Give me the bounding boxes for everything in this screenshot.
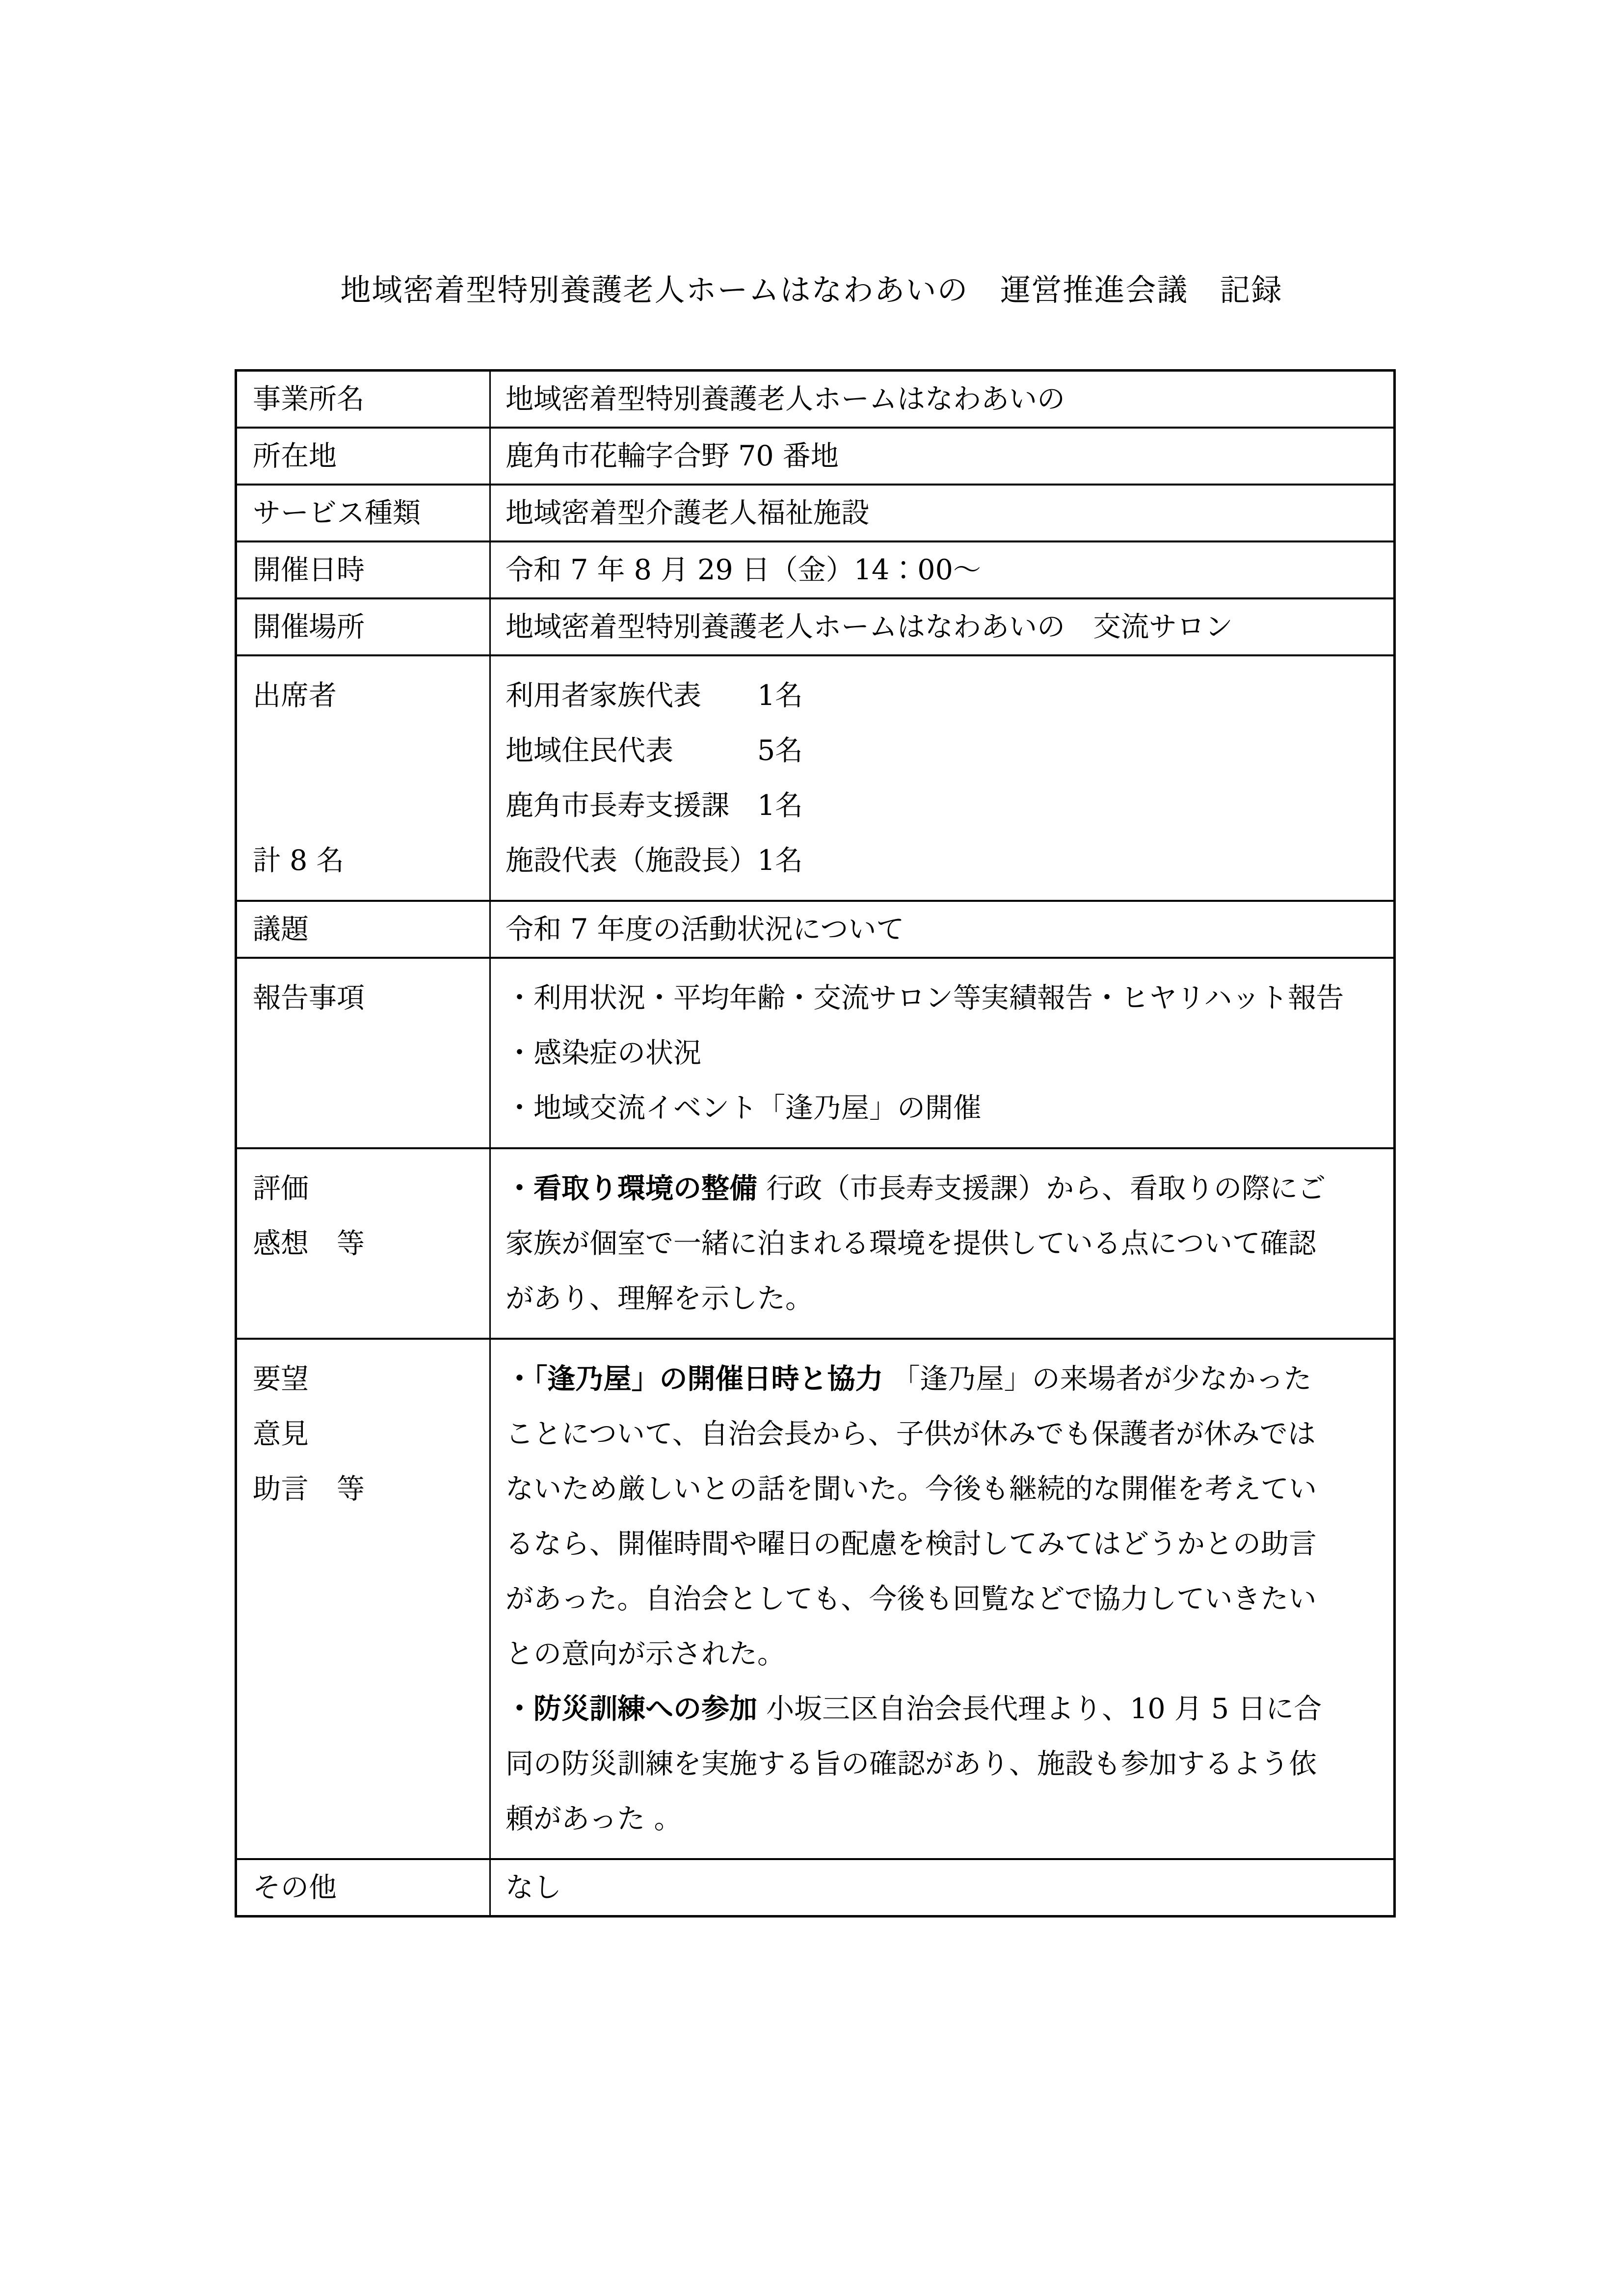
bold-text-segment: ・防災訓練への参加 — [506, 1692, 757, 1725]
row-label-line: 助言 等 — [253, 1473, 365, 1505]
table-row-report-items — [237, 957, 1393, 1147]
row-label-cell — [237, 542, 491, 597]
text-segment: 地域密着型介護老人福祉施設 — [506, 497, 869, 529]
text-segment: るなら、開催時間や曜日の配慮を検討してみてはどうかとの助言 — [506, 1528, 1317, 1560]
row-content-line — [506, 1080, 1380, 1135]
table-row-office-name — [237, 372, 1393, 427]
row-content-line — [506, 495, 869, 531]
table-row-requests-opinions-advice — [237, 1338, 1393, 1858]
table-row-agenda — [237, 900, 1393, 957]
text-segment: 同の防災訓練を実施する旨の確認があり、施設も参加するよう依 — [506, 1748, 1317, 1780]
row-content-line — [506, 971, 1380, 1026]
row-label-cell — [237, 429, 491, 484]
text-segment: 地域住民代表 5名 — [506, 734, 803, 767]
row-label-line: 報告事項 — [253, 982, 365, 1014]
text-segment: があり、理解を示した。 — [506, 1282, 813, 1315]
table-row-venue — [237, 597, 1393, 654]
row-content-line — [506, 833, 1380, 888]
row-label-line: 開催日時 — [253, 554, 365, 586]
row-content-line — [506, 1516, 1380, 1571]
row-label-line: 感想 等 — [253, 1227, 365, 1260]
row-content-line — [506, 1791, 1380, 1846]
row-content-line — [506, 438, 839, 474]
text-segment: ・地域交流イベント「逢乃屋」の開催 — [506, 1092, 981, 1124]
row-content-line — [506, 1461, 1380, 1516]
row-label-line: 事業所名 — [253, 383, 365, 415]
text-segment: 頼があった 。 — [506, 1803, 682, 1835]
row-content-cell — [491, 599, 1393, 654]
row-content-cell — [491, 902, 1393, 957]
row-label-line: 議題 — [253, 913, 309, 945]
text-segment: 令和 7 年 8 月 29 日（金）14：00～ — [506, 554, 981, 586]
row-label-cell — [237, 1340, 491, 1858]
document-title: 地域密着型特別養護老人ホームはなわあいの 運営推進会議 記録 — [340, 272, 1283, 308]
text-segment: 施設代表（施設長）1名 — [506, 844, 803, 877]
row-label-line: 評価 — [253, 1172, 309, 1205]
row-content-line — [506, 1271, 1380, 1326]
text-segment: 令和 7 年度の活動状況について — [506, 913, 905, 945]
record-table — [235, 369, 1396, 1918]
bold-text-segment: ・看取り環境の整備 — [506, 1172, 757, 1205]
row-label-line — [253, 778, 483, 833]
row-content-line — [506, 1406, 1380, 1461]
row-label-cell — [237, 599, 491, 654]
row-content-line — [506, 1571, 1380, 1626]
row-label-line: 所在地 — [253, 440, 337, 472]
text-segment: ・利用状況・平均年齢・交流サロン等実績報告・ヒヤリハット報告 — [506, 982, 1344, 1014]
text-segment: との意向が示された。 — [506, 1638, 785, 1670]
row-content-cell — [491, 656, 1393, 900]
row-content-line — [506, 381, 1065, 417]
text-segment: 鹿角市花輪字合野 70 番地 — [506, 440, 839, 472]
row-label-line: 計 8 名 — [253, 844, 345, 877]
row-label-line: サービス種類 — [253, 497, 421, 529]
row-label-cell — [237, 656, 491, 900]
row-label-line: 開催場所 — [253, 611, 365, 643]
row-label-line: 要望 — [253, 1363, 309, 1395]
row-label-line: 出席者 — [253, 679, 337, 712]
text-segment: 地域密着型特別養護老人ホームはなわあいの — [506, 383, 1065, 415]
text-segment: ことについて、自治会長から、子供が休みでも保護者が休みでは — [506, 1418, 1316, 1450]
row-label-cell — [237, 486, 491, 540]
row-content-line — [506, 1351, 1380, 1406]
text-segment: ・感染症の状況 — [506, 1037, 701, 1069]
row-content-line — [506, 668, 1380, 723]
row-content-cell — [491, 372, 1393, 427]
bold-text-segment: ・「逢乃屋」の開催日時と協力 — [506, 1362, 883, 1395]
table-row-attendees — [237, 654, 1393, 900]
row-content-cell — [491, 1340, 1393, 1858]
row-content-line — [506, 1216, 1380, 1271]
text-segment: 鹿角市長寿支援課 1名 — [506, 789, 803, 822]
row-label-line: その他 — [253, 1871, 337, 1904]
row-content-cell — [491, 486, 1393, 540]
row-content-line — [506, 1869, 561, 1906]
table-row-date-time — [237, 540, 1393, 597]
row-content-cell — [491, 1149, 1393, 1338]
row-content-line — [506, 778, 1380, 833]
table-row-evaluation-impressions — [237, 1147, 1393, 1338]
text-segment: 家族が個室で一緒に泊まれる環境を提供している点について確認 — [506, 1227, 1316, 1260]
row-content-line — [506, 552, 981, 588]
row-content-line — [506, 1681, 1380, 1736]
row-content-line — [506, 1736, 1380, 1791]
row-content-line — [506, 911, 904, 947]
row-label-cell — [237, 1860, 491, 1915]
row-content-line — [506, 1161, 1380, 1216]
row-content-cell — [491, 542, 1393, 597]
row-label-cell — [237, 902, 491, 957]
row-content-line — [506, 609, 1233, 645]
row-label-line: 意見 — [253, 1418, 309, 1450]
row-content-cell — [491, 959, 1393, 1147]
row-label-line — [253, 723, 483, 778]
row-content-line — [506, 723, 1380, 778]
text-segment: 「逢乃屋」の来場者が少なかった — [883, 1363, 1312, 1395]
text-segment: 地域密着型特別養護老人ホームはなわあいの 交流サロン — [506, 611, 1233, 643]
row-label-cell — [237, 1149, 491, 1338]
text-segment: 利用者家族代表 1名 — [506, 679, 803, 712]
row-content-line — [506, 1626, 1380, 1681]
row-content-line — [506, 1026, 1380, 1080]
table-row-address — [237, 427, 1393, 484]
table-row-other — [237, 1858, 1393, 1915]
text-segment: があった。自治会としても、今後も回覧などで協力していきたい — [506, 1583, 1317, 1615]
row-label-cell — [237, 372, 491, 427]
text-segment: ないため厳しいとの話を聞いた。今後も継続的な開催を考えてい — [506, 1473, 1317, 1505]
row-content-cell — [491, 429, 1393, 484]
text-segment: 小坂三区自治会長代理より、10 月 5 日に合 — [757, 1693, 1322, 1725]
text-segment: なし — [506, 1871, 561, 1904]
row-label-cell — [237, 959, 491, 1147]
table-row-service-type — [237, 484, 1393, 540]
row-content-cell — [491, 1860, 1393, 1915]
text-segment: 行政（市長寿支援課）から、看取りの際にご — [757, 1172, 1326, 1205]
